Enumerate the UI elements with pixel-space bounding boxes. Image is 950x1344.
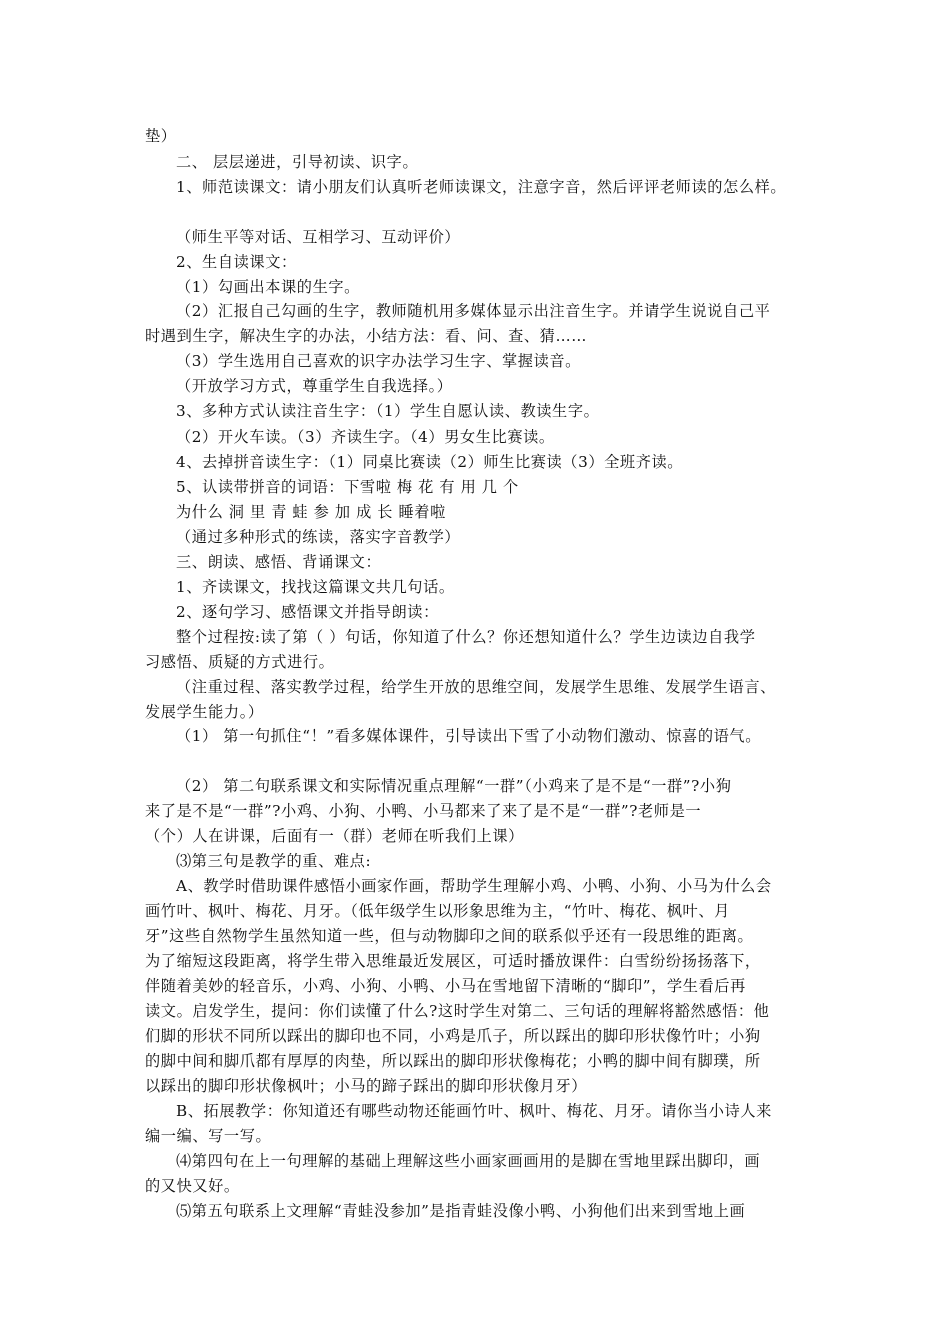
text-line: （2）开火车读。（3）齐读生字。（4）男女生比赛读。	[176, 428, 555, 446]
text-line: 垫）	[145, 127, 177, 145]
text-line: 习感悟、质疑的方式进行。	[145, 653, 335, 671]
text-line: 4、去掉拼音读生字：（1）同桌比赛读（2）师生比赛读（3）全班齐读。	[176, 453, 684, 471]
text-line: 为什么 洞 里 青 蛙 参 加 成 长 睡着啦	[176, 503, 446, 521]
text-line: 时遇到生字，解决生字的办法，小结方法：看、问、查、猜……	[145, 327, 588, 345]
text-line: 1、师范读课文：请小朋友们认真听老师读课文，注意字音，然后评评老师读的怎么样。	[176, 178, 787, 196]
section-heading: 二、 层层递进，引导初读、识字。	[176, 153, 419, 171]
text-line: 牙”这些自然物学生虽然知道一些，但与动物脚印之间的联系似乎还有一段思维的距离。	[145, 927, 754, 945]
text-line: （1）勾画出本课的生字。	[176, 278, 360, 296]
text-line: ⑶第三句是教学的重、难点:	[176, 852, 372, 870]
text-line: A、教学时借助课件感悟小画家作画，帮助学生理解小鸡、小鸭、小狗、小马为什么会	[176, 877, 772, 895]
text-line: （开放学习方式，尊重学生自我选择。）	[176, 377, 453, 395]
text-line: 读文。启发学生，提问：你们读懂了什么?这时学生对第二、三句话的理解将豁然感悟：他	[145, 1002, 770, 1020]
text-line: 1、齐读课文，找找这篇课文共几句话。	[176, 578, 455, 596]
text-line: ⑸第五句联系上文理解“青蛙没参加”是指青蛙没像小鸭、小狗他们出来到雪地上画	[176, 1202, 746, 1220]
text-line: （通过多种形式的练读，落实字音教学）	[176, 528, 461, 546]
text-line: （师生平等对话、互相学习、互动评价）	[176, 228, 461, 246]
text-line: 的又快又好。	[145, 1177, 240, 1195]
text-line: （2） 第二句联系课文和实际情况重点理解“一群”（小鸡来了是不是“一群”?小狗	[176, 777, 732, 795]
text-line: 2、逐句学习、感悟课文并指导朗读：	[176, 603, 439, 621]
text-line: 为了缩短这段距离，将学生带入思维最近发展区，可适时播放课件：白雪纷纷扬扬落下，	[145, 952, 761, 970]
text-line: 整个过程按:读了第（ ）句话，你知道了什么？你还想知道什么？学生边读边自我学	[176, 628, 756, 646]
text-line: 3、多种方式认读注音生字：（1）学生自愿认读、教读生字。	[176, 402, 600, 420]
text-line: B、拓展教学：你知道还有哪些动物还能画竹叶、枫叶、梅花、月牙。请你当小诗人来	[176, 1102, 772, 1120]
section-heading: 三、朗读、感悟、背诵课文：	[176, 553, 382, 571]
text-line: 伴随着美妙的轻音乐，小鸡、小狗、小鸭、小马在雪地留下清晰的“脚印”，学生看后再	[145, 977, 746, 995]
text-line: 的脚中间和脚爪都有厚厚的肉垫，所以踩出的脚印形状像梅花；小鸭的脚中间有脚璞，所	[145, 1052, 761, 1070]
text-line: 以踩出的脚印形状像枫叶；小马的蹄子踩出的脚印形状像月牙）	[145, 1077, 588, 1095]
text-line: 们脚的形状不同所以踩出的脚印也不同，小鸡是爪子，所以踩出的脚印形状像竹叶；小狗	[145, 1027, 761, 1045]
text-line: （注重过程、落实教学过程，给学生开放的思维空间，发展学生思维、发展学生语言、	[176, 678, 776, 696]
text-line: 画竹叶、枫叶、梅花、月牙。（低年级学生以形象思维为主，“竹叶、梅花、枫叶、月	[145, 902, 730, 920]
text-line: 5、认读带拼音的词语：下雪啦 梅 花 有 用 几 个	[176, 478, 519, 496]
text-line: ⑷第四句在上一句理解的基础上理解这些小画家画画用的是脚在雪地里踩出脚印，画	[176, 1152, 761, 1170]
text-line: 2、生自读课文：	[176, 253, 297, 271]
text-line: （1） 第一句抓住“！”看多媒体课件，引导读出下雪了小动物们激动、惊喜的语气。	[176, 727, 761, 745]
text-line: 发展学生能力。）	[145, 703, 264, 721]
text-line: 编一编、写一写。	[145, 1127, 272, 1145]
text-line: （2）汇报自己勾画的生字，教师随机用多媒体显示出注音生字。并请学生说说自己平	[176, 302, 771, 320]
text-line: 来了是不是“一群”?小鸡、小狗、小鸭、小马都来了来了是不是“一群”?老师是一	[145, 802, 702, 820]
text-line: （3）学生选用自己喜欢的识字办法学习生字、掌握读音。	[176, 352, 581, 370]
text-line: （个）人在讲课，后面有一（群）老师在听我们上课）	[145, 827, 524, 845]
